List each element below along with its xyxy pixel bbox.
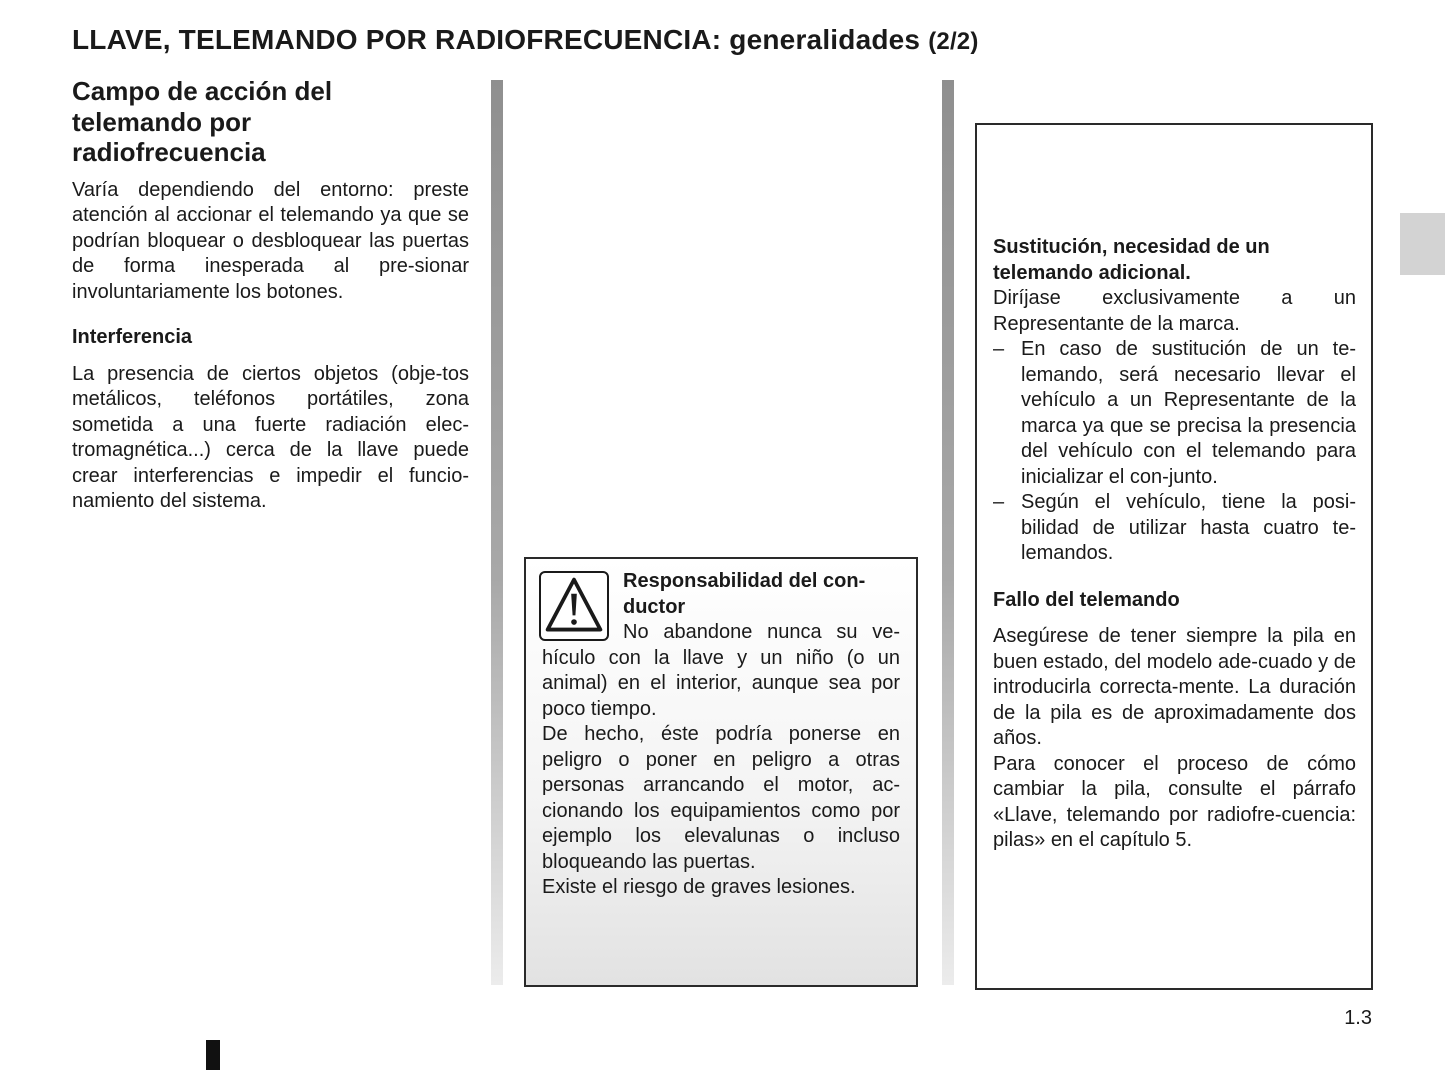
column-left (72, 76, 469, 515)
section-heading-range: Campo de acción del telemando por radiofrecuencia (72, 76, 333, 167)
driver-responsibility-warning (524, 557, 918, 987)
replacement-paragraph: Diríjase exclusivamente a un Representante de la marca. (993, 287, 1356, 335)
page-number: 1.3 (1344, 1007, 1372, 1029)
title-text: LLAVE, TELEMANDO POR RADIOFRECUENCIA: generalidades (72, 24, 921, 55)
range-paragraph: Varía dependiendo del entorno: preste atención al accionar el telemando ya que se podrían bloquear o desbloquear las puertas de forma inesperada al pre-sionar involuntariamente los botones. (72, 178, 469, 303)
warning-title: Responsabilidad del con-ductor (623, 570, 866, 618)
list-item: – Según el vehículo, tiene la posi-bilidad de utilizar hasta cuatro te-lemandos. (993, 490, 1356, 567)
column-divider-left (491, 80, 503, 985)
replacement-heading: Sustitución, necesidad de un telemando adicional. (993, 236, 1270, 284)
warning-triangle-icon (539, 571, 609, 641)
list-item: – En caso de sustitución de un te-lemando, será necesario llevar el vehículo a un Representante de la marca ya que se precisa la presencia del vehículo con el telemando para inicializar el con-junto. (993, 337, 1356, 490)
replacement-list (993, 337, 1356, 567)
info-box (975, 123, 1373, 990)
info-box-content (993, 235, 1356, 854)
failure-heading: Fallo del telemando (993, 588, 1180, 611)
column-divider-right (942, 80, 954, 985)
page-of-indicator: (2/2) (928, 28, 979, 55)
warning-text-1: No abandone nunca su ve-hículo con la llave y un niño (o un animal) en el interior, aunque sea por poco tiempo. (542, 621, 900, 720)
chapter-tab (1400, 213, 1445, 275)
warning-text-3: Existe el riesgo de graves lesiones. (542, 876, 856, 898)
interference-paragraph: La presencia de ciertos objetos (obje-tos metálicos, teléfonos portátiles, zona sometida a una fuerte radiación elec-tromagnética...) cerca de la llave puede crear interferencias e impedir el funcio-namiento del sistema. (72, 362, 469, 512)
page-title (72, 24, 979, 56)
failure-paragraph-1: Asegúrese de tener siempre la pila en buen estado, del modelo ade-cuado y de introducirla correcta-mente. La duración de la pila es de aproximadamente dos años. (993, 625, 1356, 749)
failure-paragraph-2: Para conocer el proceso de cómo cambiar la pila, consulte el párrafo «Llave, telemando por radiofre-cuencia: pilas» en el capítulo 5. (993, 752, 1356, 851)
warning-text-2: De hecho, éste podría ponerse en peligro o poner en peligro a otras personas arrancando el motor, ac-cionando los equipamientos como por ejemplo los elevalunas o incluso bloqueando las puertas. (542, 723, 900, 873)
print-mark (206, 1040, 220, 1070)
interference-heading: Interferencia (72, 326, 193, 348)
